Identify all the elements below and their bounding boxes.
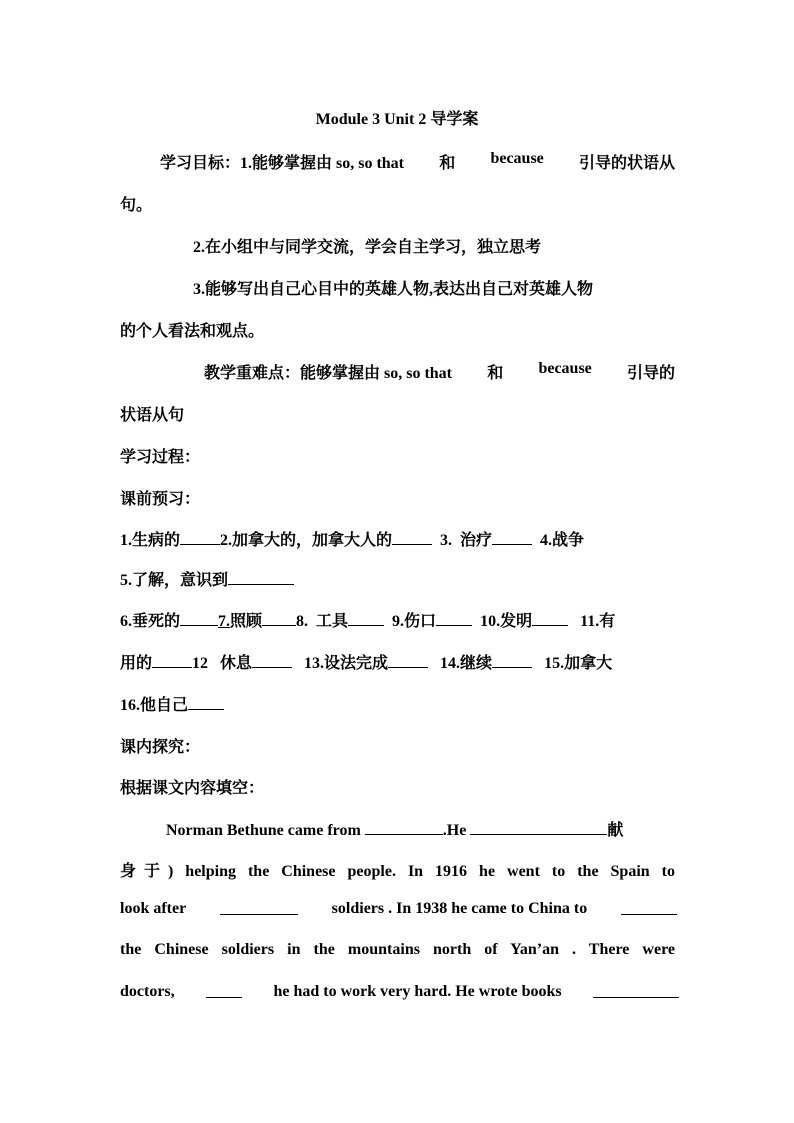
answer-blank[interactable]	[228, 570, 294, 585]
answer-blank[interactable]	[392, 530, 432, 545]
answer-blank[interactable]	[365, 820, 443, 835]
answer-blank[interactable]	[180, 611, 218, 626]
vocab-item: 1.生病的	[120, 532, 181, 549]
vocab-item: 5.了解，意识到	[120, 572, 229, 589]
answer-blank[interactable]	[492, 653, 532, 668]
vocab-item: 用的	[120, 655, 153, 672]
key-points-text: 引导的	[626, 365, 675, 382]
answer-blank[interactable]	[262, 611, 296, 626]
passage-line-5	[120, 983, 679, 1001]
passage-line-1	[166, 817, 623, 840]
vocab-line-1	[120, 527, 584, 550]
vocab-item: 16.他自己	[120, 697, 189, 714]
answer-blank[interactable]	[470, 820, 607, 835]
vocab-item: 4.战争	[540, 532, 585, 549]
vocab-item: 8.	[296, 613, 309, 630]
passage-text: 献	[607, 822, 624, 839]
passage-line-3	[120, 900, 677, 918]
vocab-item: 6.垂死的	[120, 613, 181, 630]
answer-blank[interactable]	[436, 611, 472, 626]
answer-blank[interactable]	[492, 530, 532, 545]
answer-blank[interactable]	[593, 983, 679, 998]
vocab-item: 2.加拿大的，加拿大人的	[220, 532, 393, 549]
key-points-text: because	[538, 360, 592, 377]
vocab-item: 7.	[218, 613, 231, 630]
vocab-item: 3.	[440, 532, 453, 549]
vocab-line-2	[120, 567, 294, 590]
key-points-text: 教学重难点：能够掌握由 so, so that	[204, 365, 453, 382]
vocab-item: 工具	[316, 613, 349, 630]
objective-line-3-cont: 的个人看法和观点。	[120, 323, 265, 340]
answer-blank[interactable]	[252, 653, 292, 668]
vocab-item: 15.加拿大	[544, 655, 613, 672]
answer-blank[interactable]	[220, 900, 298, 915]
objective-text: 和	[439, 155, 456, 172]
vocab-line-5	[120, 692, 224, 715]
vocab-item: 10.发明	[480, 613, 533, 630]
passage-text: soldiers . In 1938 he came to China to	[331, 900, 588, 917]
answer-blank[interactable]	[180, 530, 220, 545]
answer-blank[interactable]	[206, 983, 242, 998]
objective-line-3: 3.能够写出自己心目中的英雄人物,表达出自己对英雄人物	[193, 281, 594, 298]
vocab-line-3	[120, 608, 615, 631]
key-points-line	[204, 360, 675, 383]
vocab-item: 11.有	[580, 613, 616, 630]
objective-text: 引导的状语从	[578, 155, 675, 172]
objective-line-1-cont: 句。	[120, 197, 153, 214]
vocab-item: 治疗	[460, 532, 493, 549]
vocab-item: 12	[192, 655, 209, 672]
passage-line-4: the Chinese soldiers in the mountains north of Yan’an . There were	[120, 941, 675, 958]
passage-line-2: 身于) helping the Chinese people. In 1916 he went to the Spain to	[120, 863, 675, 880]
answer-blank[interactable]	[188, 695, 224, 710]
vocab-line-4	[120, 650, 612, 673]
key-points-cont: 状语从句	[120, 407, 185, 424]
key-points-text: 和	[487, 365, 504, 382]
vocab-item: 9.伤口	[392, 613, 437, 630]
answer-blank[interactable]	[152, 653, 192, 668]
vocab-item: 休息	[220, 655, 253, 672]
answer-blank[interactable]	[388, 653, 428, 668]
objective-line-2: 2.在小组中与同学交流，学会自主学习，独立思考	[193, 239, 542, 256]
answer-blank[interactable]	[532, 611, 568, 626]
objective-text: 学习目标：1.能够掌握由 so, so that	[160, 155, 405, 172]
vocab-item: 照顾	[230, 613, 263, 630]
page-title: Module 3 Unit 2 导学案	[315, 111, 479, 128]
vocab-item: 14.继续	[440, 655, 493, 672]
passage-text: Norman Bethune came from	[166, 822, 361, 839]
objective-text: because	[490, 150, 544, 167]
passage-text: doctors,	[120, 983, 175, 1000]
objective-line-1	[160, 150, 675, 173]
preview-heading: 课前预习：	[120, 491, 201, 508]
process-heading: 学习过程：	[120, 449, 201, 466]
passage-text: look after	[120, 900, 187, 917]
passage-text: he had to work very hard. He wrote books	[273, 983, 562, 1000]
answer-blank[interactable]	[621, 900, 677, 915]
explore-heading: 课内探究：	[120, 739, 201, 756]
answer-blank[interactable]	[348, 611, 384, 626]
fill-heading: 根据课文内容填空：	[120, 780, 265, 797]
passage-text: .He	[442, 822, 467, 839]
vocab-item: 13.设法完成	[304, 655, 389, 672]
